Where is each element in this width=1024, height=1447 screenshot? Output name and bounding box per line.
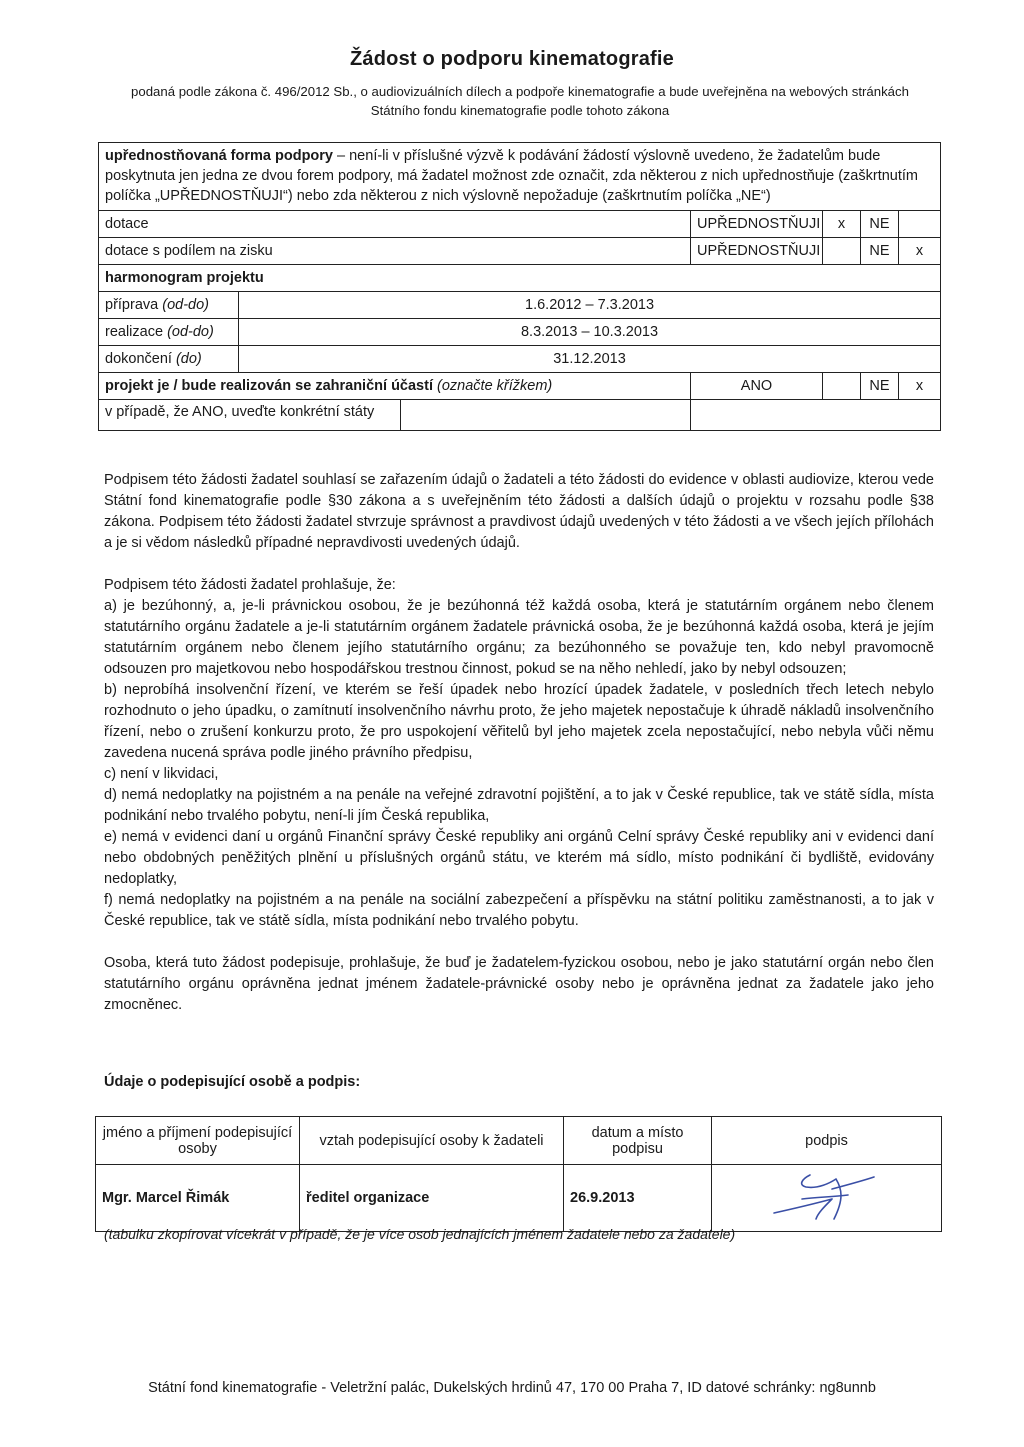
yes-label: ANO [691,373,823,400]
signatory-table [95,1116,942,1232]
schedule-heading: harmonogram projektu [99,265,941,292]
declaration-item: c) není v likvidaci, [104,766,219,782]
signatory-statement: Osoba, která tuto žádost podepisuje, prohlašuje, že buď je žadatelem-fyzickou osobou, nebo je jako statutární orgán nebo člen statutárního orgánu oprávněna jednat jménem žadatele-právnické osoby nebo je oprávněna jednat za žadatele jako jeho zmocněnec. [104,955,934,1013]
no-checkbox[interactable]: x [899,373,941,400]
support-label: dotace [99,211,691,238]
declaration-section [104,470,934,1016]
schedule-row [99,319,941,346]
declaration-intro: Podpisem této žádosti žadatel prohlašuje, že: [104,577,396,593]
intro-heading: upřednostňovaná forma podpory [105,148,333,164]
schedule-value[interactable]: 8.3.2013 – 10.3.2013 [239,319,941,346]
header-date: datum a místo podpisu [564,1117,712,1165]
signatory-date[interactable]: 26.9.2013 [564,1165,712,1232]
schedule-label [99,346,239,373]
states-label: v případě, že ANO, uveďte konkrétní státy [99,400,401,430]
schedule-row [99,346,941,373]
schedule-value[interactable]: 1.6.2012 – 7.3.2013 [239,292,941,319]
schedule-label-hint: (od-do) [162,297,209,313]
support-row [99,238,941,265]
signatory-note: (tabulku zkopírovat vícekrát v případě, že je více osob jednajících jménem žadatele nebo za žadatele) [104,1226,736,1242]
support-form-intro [99,143,941,211]
signatory-name[interactable]: Mgr. Marcel Řimák [96,1165,300,1232]
no-checkbox[interactable] [899,211,941,238]
schedule-label-text: realizace [105,324,168,340]
support-label: dotace s podílem na zisku [99,238,691,265]
states-value-extension[interactable] [691,400,941,431]
signatory-relation[interactable]: ředitel organizace [300,1165,564,1232]
prefer-label: UPŘEDNOSTŇUJI [691,211,823,238]
foreign-participation-label [99,373,691,400]
document-title: Žádost o podporu kinematografie [350,48,674,70]
handwritten-signature [762,1169,892,1227]
support-form-table [98,142,941,431]
foreign-label-hint: (označte křížkem) [432,378,553,394]
support-row [99,211,941,238]
schedule-row [99,292,941,319]
schedule-label [99,292,239,319]
intro-text: – není-li v příslušné výzvě k podávání žádostí výslovně uvedeno, že žadatelům bude poskytnuta jen jedna ze dvou forem podpory, má žadatel možnost zde označit, zda některou z nich upřednostňuje (zaškrtnutím políčka „UPŘEDNOSTŇUJI“) nebo zda některou z nich výslovně nepožaduje (zaškrtnutím políčka „NE“) [105,148,918,204]
yes-checkbox[interactable] [823,373,861,400]
schedule-label-hint: (od-do) [167,324,214,340]
no-label: NE [861,238,899,265]
declaration-item: e) nemá v evidenci daní u orgánů Finanční správy České republiky ani orgánů Celní správy České republiky ani v evidenci daní nebo obdobných peněžitých plnění u příslušných orgánů státu, ve kterém má sídlo, místo podnikání či bydliště, evidovány nedoplatky, [104,829,934,887]
signatory-heading: Údaje o podepisující osobě a podpis: [104,1074,361,1090]
states-value[interactable] [401,400,690,430]
signature-cell[interactable] [712,1165,942,1232]
foreign-label-text: projekt je / bude realizován se zahraniční účastí [105,378,433,394]
prefer-checkbox[interactable] [823,238,861,265]
schedule-label [99,319,239,346]
signatory-row [96,1165,942,1232]
header-name: jméno a příjmení podepisující osoby [96,1117,300,1165]
document-subtitle: podaná podle zákona č. 496/2012 Sb., o audiovizuálních dílech a podpoře kinematografie a bude uveřejněna na webových stránkách Státního fondu kinematografie podle tohoto zákona [131,84,909,118]
prefer-checkbox[interactable]: x [823,211,861,238]
declaration-item: a) je bezúhonný, a, je-li právnickou osobou, že je bezúhonná též každá osoba, která je statutárním orgánem nebo členem statutárního orgánu žadatele a je-li statutárním orgánem žadatele právnická osoba, že je bezúhonná každá osoba, která je jejím statutárním orgánem nebo členem jejího statutárního orgánu; za bezúhonného se považuje ten, kdo nebyl pravomocně odsouzen pro majetkovou nebo hospodářskou trestnou činnost, pokud se na něho nehledí, jako by nebyl odsouzen; [104,598,934,677]
schedule-label-text: dokončení [105,351,176,367]
schedule-label-hint: (do) [175,351,202,367]
consent-paragraph: Podpisem této žádosti žadatel souhlasí se zařazením údajů o žadateli a této žádosti do evidence v oblasti audiovize, kterou vede Státní fond kinematografie podle §30 zákona a s uveřejněním této žádosti a dalších údajů o projektu v rozsahu podle §38 zákona. Podpisem této žádosti žadatel stvrzuje správnost a pravdivost údajů uvedených v této žádosti a ve všech jejích přílohách a je si vědom následků případné nepravdivosti uvedených údajů. [104,472,934,551]
document-footer: Státní fond kinematografie - Veletržní palác, Dukelských hrdinů 47, 170 00 Praha 7, ID datové schránky: ng8unnb [148,1380,876,1396]
no-label: NE [861,211,899,238]
header-relation: vztah podepisující osoby k žadateli [300,1117,564,1165]
foreign-participation-row [99,373,941,400]
schedule-label-text: příprava [105,297,163,313]
declaration-item: d) nemá nedoplatky na pojistném a na penále na veřejné zdravotní pojištění, a to jak v České republice, tak ve státě sídla, místa podnikání nebo trvalého pobytu, není-li jím Česká republika, [104,787,934,824]
declaration-item: b) neprobíhá insolvenční řízení, ve kterém se řeší úpadek nebo hrozící úpadek žadatele, v posledních třech letech nebylo rozhodnuto o jeho úpadku, o zamítnutí insolvenčního návrhu proto, že jeho majetek nepostačuje k úhradě nákladů insolvenčního řízení, nebo o zrušení konkurzu proto, že pro uspokojení věřitelů byl jeho majetek zcela nepostačující, nebo nebyla vůči němu zavedena nucená správa podle jiného právního předpisu, [104,682,934,761]
states-cell [99,400,691,431]
declaration-item: f) nemá nedoplatky na pojistném a na penále na sociální zabezpečení a příspěvku na státní politiku zaměstnanosti, a to jak v České republice, tak ve státě sídla, místa podnikání nebo trvalého pobytu. [104,892,934,929]
no-label: NE [861,373,899,400]
signatory-header-row [96,1117,942,1165]
no-checkbox[interactable]: x [899,238,941,265]
header-signature: podpis [712,1117,942,1165]
schedule-value[interactable]: 31.12.2013 [239,346,941,373]
prefer-label: UPŘEDNOSTŇUJI [691,238,823,265]
